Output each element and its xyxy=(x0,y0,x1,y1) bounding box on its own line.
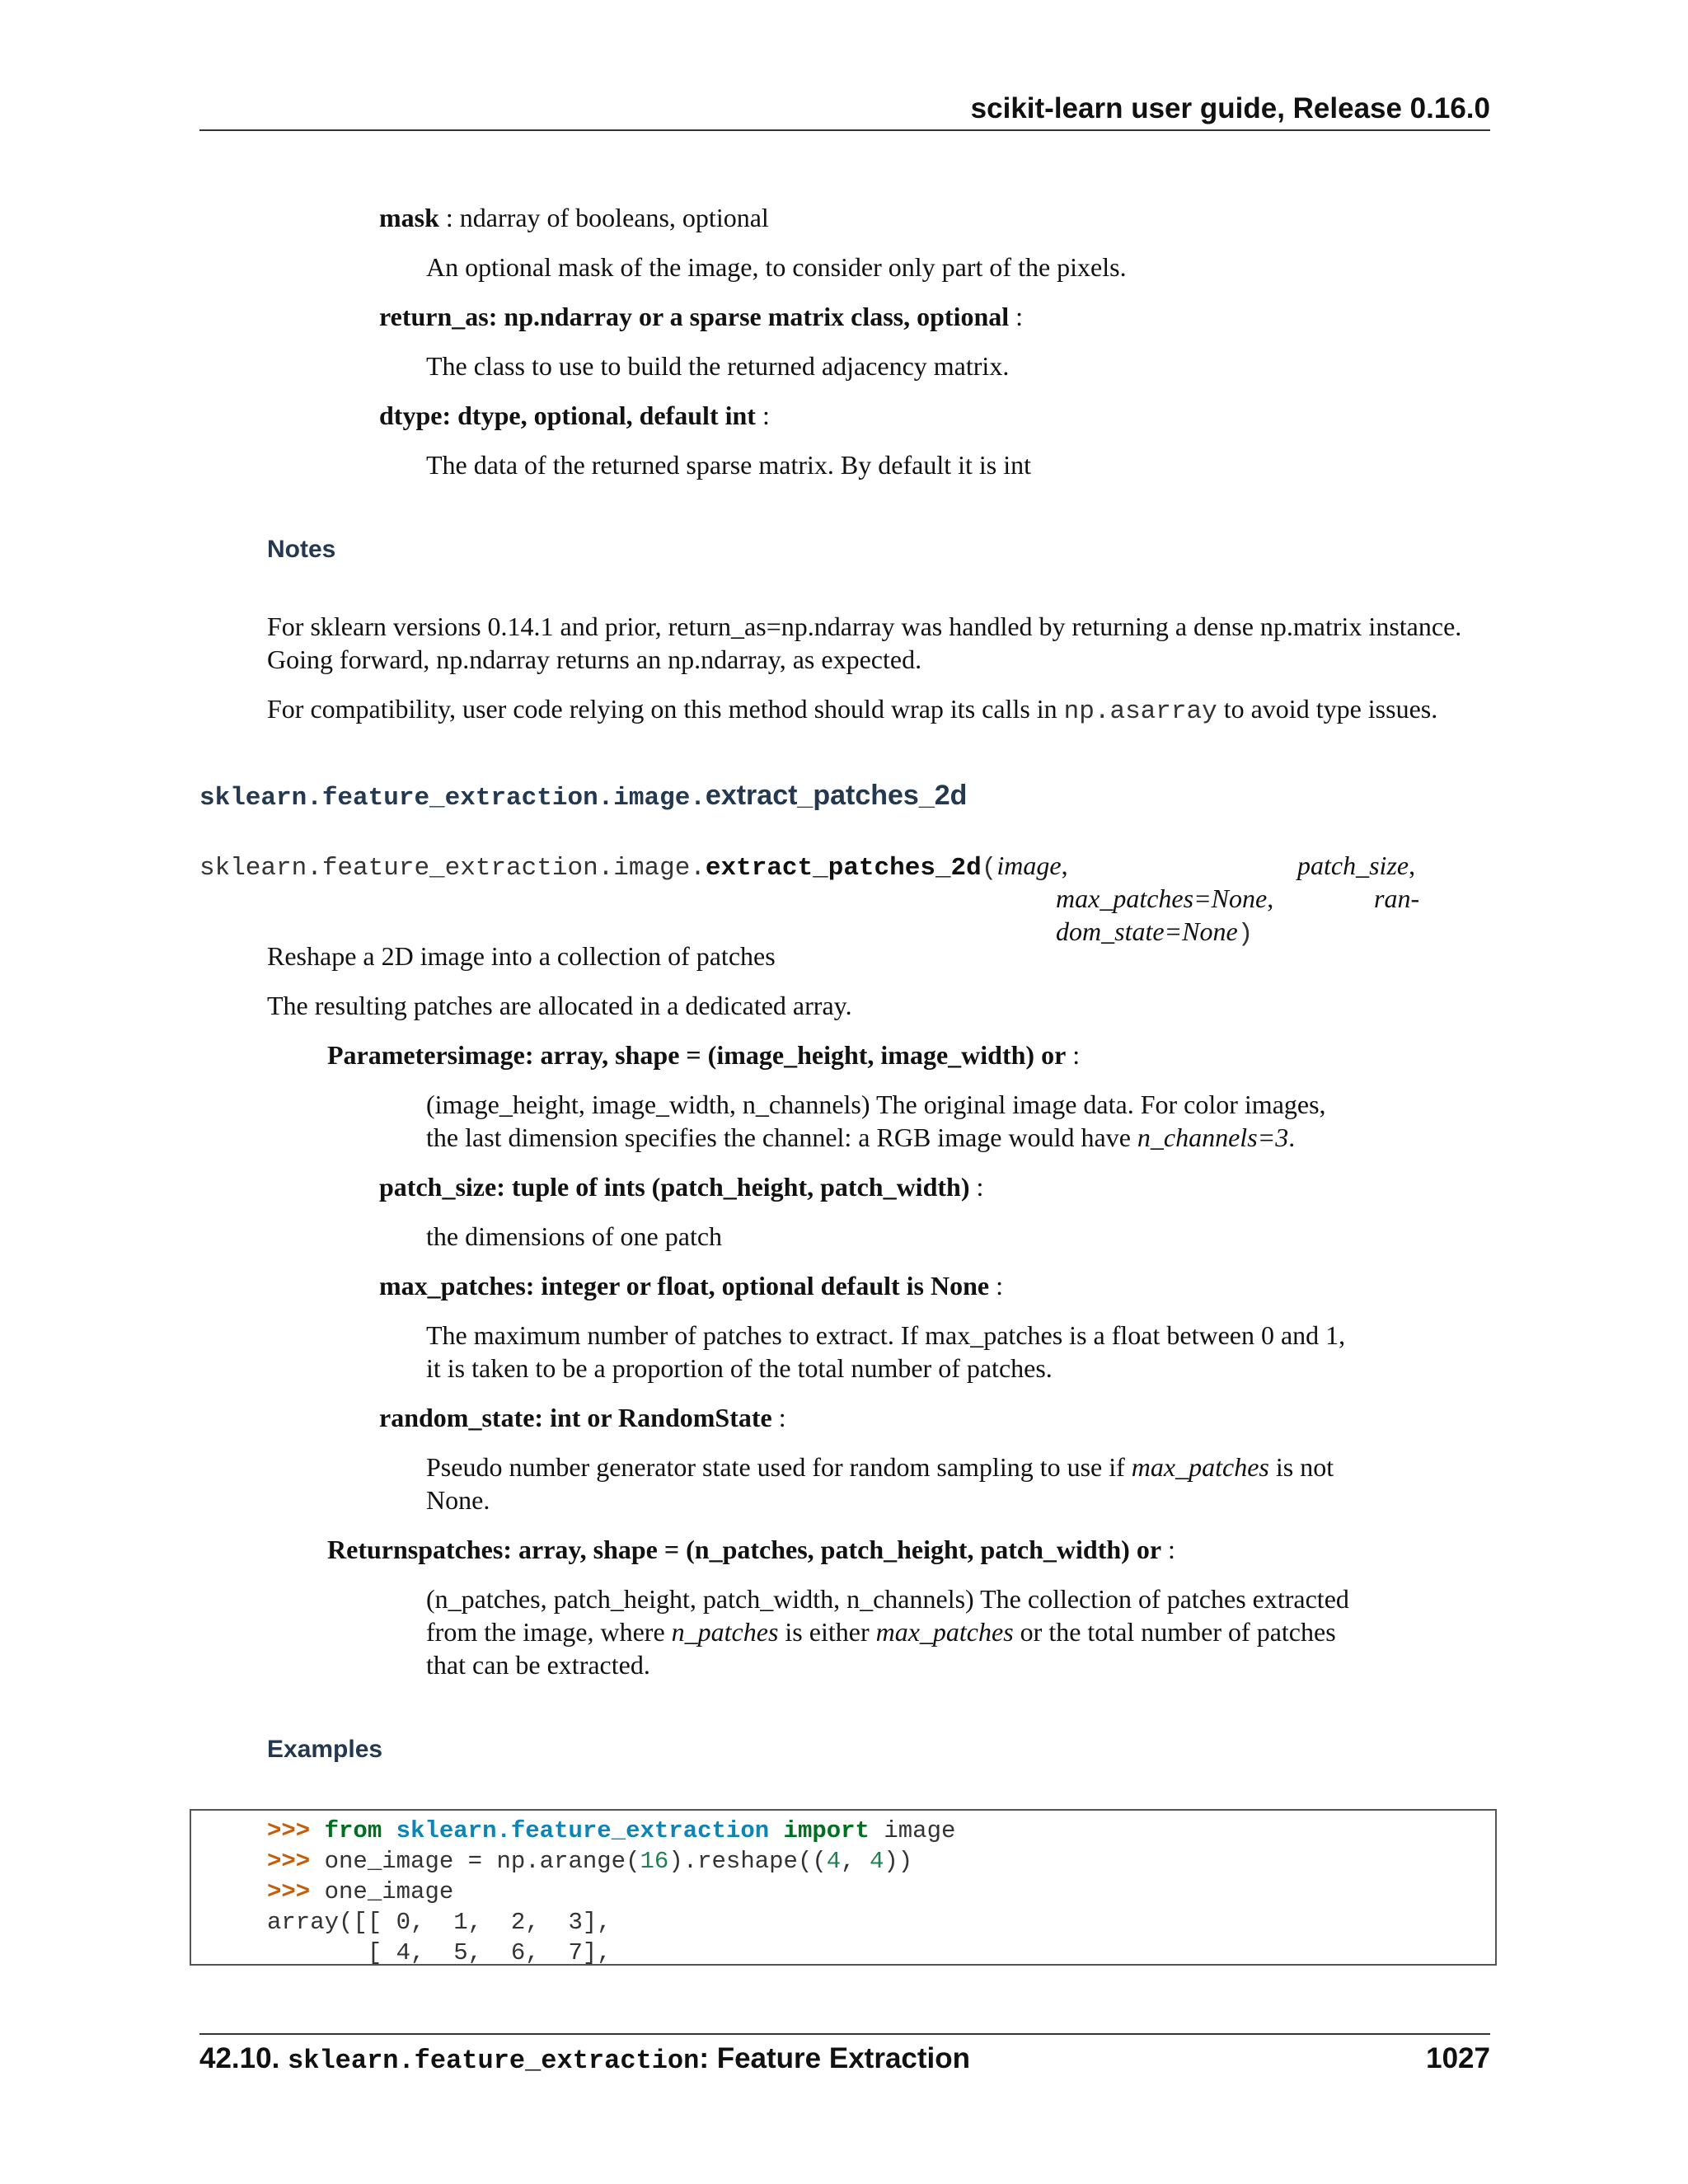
code-line xyxy=(267,1846,912,1877)
code-example-box xyxy=(190,1809,1497,1966)
arg: dom_state=None xyxy=(1056,916,1238,946)
param-sep: : xyxy=(1009,302,1024,331)
code-prompt: >>> xyxy=(267,1878,311,1905)
code-text: one_image xyxy=(324,1878,454,1905)
param-name: return_as: np.ndarray or a sparse matrix class, optional xyxy=(379,302,1010,331)
emphasis: n_channels=3 xyxy=(1137,1122,1289,1152)
param-desc: The class to use to build the returned adjacency matrix. xyxy=(426,351,1010,381)
param-random-state: random_state: int or RandomState : xyxy=(379,1403,786,1432)
emphasis: n_patches xyxy=(671,1617,779,1647)
notes-paragraph xyxy=(267,692,1437,729)
signature-arg-max-patches: max_patches=None, xyxy=(1056,883,1274,913)
emphasis: max_patches xyxy=(875,1617,1014,1647)
signature-arg-random-part2 xyxy=(1056,916,1253,949)
parameters-label: Parameters xyxy=(327,1040,458,1070)
return-desc: that can be extracted. xyxy=(426,1650,650,1680)
code-line xyxy=(267,1877,453,1907)
signature-arg-patch-size: patch_size, xyxy=(1297,851,1416,880)
code-prompt: >>> xyxy=(267,1848,311,1875)
return-desc: (n_patches, patch_height, patch_width, n_channels) The collection of patches extracted xyxy=(426,1584,1349,1614)
param-desc xyxy=(426,1451,1334,1483)
code-module: sklearn.feature_extraction xyxy=(396,1817,770,1844)
text: Pseudo number generator state used for random sampling to use if xyxy=(426,1452,1132,1482)
param-type: ndarray of booleans, optional xyxy=(459,203,769,232)
code-keyword: from xyxy=(324,1817,382,1844)
param-mask xyxy=(379,201,769,234)
code-number: 4 xyxy=(826,1848,842,1875)
param-desc: (image_height, image_width, n_channels) The original image data. For color images, xyxy=(426,1090,1326,1119)
param-sep: : xyxy=(438,203,460,232)
signature-arg-random-part1: ran- xyxy=(1374,883,1420,913)
code-text: one_image = np.arange( xyxy=(324,1848,640,1875)
param-name: mask xyxy=(379,203,439,232)
param-desc: An optional mask of the image, to consider only part of the pixels. xyxy=(426,252,1127,282)
footer-title: : Feature Extraction xyxy=(699,2042,971,2074)
text: to avoid type issues. xyxy=(1217,694,1438,724)
function-description: The resulting patches are allocated in a dedicated array. xyxy=(267,991,852,1020)
signature-module: sklearn.feature_extraction.image. xyxy=(199,854,706,883)
text: from the image, where xyxy=(426,1617,672,1647)
code-line xyxy=(267,1816,955,1846)
param-desc: it is taken to be a proportion of the total number of patches. xyxy=(426,1353,1053,1383)
param-name: image: array, shape = (image_height, image_width) or xyxy=(457,1040,1067,1070)
signature-arg-image: image xyxy=(996,851,1062,880)
function-description: Reshape a 2D image into a collection of patches xyxy=(267,941,776,971)
function-signature: sklearn.feature_extraction.image.extract_patches_2d(image, xyxy=(199,851,1068,883)
footer-rule xyxy=(199,2033,1490,2035)
examples-heading: Examples xyxy=(267,1736,383,1763)
returns-field: Returnspatches: array, shape = (n_patches, patch_height, patch_width) or : xyxy=(327,1535,1175,1564)
return-name: patches: array, shape = (n_patches, patch_height, patch_width) or xyxy=(418,1535,1162,1564)
code-output-line: array([[ 0, 1, 2, 3], xyxy=(267,1909,612,1936)
signature-func: extract_patches_2d xyxy=(705,854,982,883)
section-title xyxy=(199,780,967,813)
signature-paren: ) xyxy=(1237,920,1254,949)
header-rule xyxy=(199,129,1490,131)
param-name: random_state: int or RandomState xyxy=(379,1403,772,1432)
text: the last dimension specifies the channel: a RGB image would have xyxy=(426,1122,1137,1152)
notes-paragraph-line: Going forward, np.ndarray returns an np.ndarray, as expected. xyxy=(267,644,922,674)
text: or the total number of patches xyxy=(1013,1617,1336,1647)
param-desc xyxy=(426,1121,1295,1154)
return-desc xyxy=(426,1615,1336,1648)
code-text: , xyxy=(841,1848,870,1875)
parameters-field: Parametersimage: array, shape = (image_height, image_width) or : xyxy=(327,1040,1081,1070)
param-desc: the dimensions of one patch xyxy=(426,1221,723,1251)
footer-section-number: 42.10. xyxy=(199,2042,288,2074)
arg: max_patches=None xyxy=(1056,883,1268,913)
emphasis: max_patches xyxy=(1131,1452,1269,1482)
text: is not xyxy=(1268,1452,1334,1482)
param-desc: The maximum number of patches to extract. If max_patches is a float between 0 and 1, xyxy=(426,1320,1346,1350)
footer-module: sklearn.feature_extraction xyxy=(288,2046,700,2076)
param-max-patches: max_patches: integer or float, optional default is None : xyxy=(379,1271,1003,1301)
section-title-module: sklearn.feature_extraction.image. xyxy=(199,784,706,813)
notes-paragraph-line: For sklearn versions 0.14.1 and prior, return_as=np.ndarray was handled by returning a dense np.matrix instance. xyxy=(267,612,1462,641)
code-keyword: import xyxy=(783,1817,870,1844)
code-number: 4 xyxy=(869,1848,884,1875)
page-number: 1027 xyxy=(1426,2042,1490,2074)
param-dtype xyxy=(379,399,770,432)
text: . xyxy=(1288,1122,1296,1152)
running-header: scikit-learn user guide, Release 0.16.0 xyxy=(970,92,1490,124)
param-patch-size: patch_size: tuple of ints (patch_height, patch_width) : xyxy=(379,1172,984,1202)
param-name: max_patches: integer or float, optional default is None xyxy=(379,1271,990,1301)
code-text: )) xyxy=(884,1848,913,1875)
param-name: dtype: dtype, optional, default int xyxy=(379,401,756,430)
param-return-as xyxy=(379,300,1023,333)
returns-label: Returns xyxy=(327,1535,419,1564)
section-title-func: extract_patches_2d xyxy=(705,780,968,811)
text: is either xyxy=(778,1617,876,1647)
code-text: image xyxy=(884,1817,956,1844)
footer-section xyxy=(199,2042,970,2076)
code-output-line: [ 4, 5, 6, 7], xyxy=(267,1939,612,1966)
text: For compatibility, user code relying on this method should wrap its calls in xyxy=(267,694,1064,724)
code-text: ).reshape(( xyxy=(668,1848,827,1875)
param-sep: : xyxy=(755,401,770,430)
notes-heading: Notes xyxy=(267,536,336,563)
param-desc: The data of the returned sparse matrix. By default it is int xyxy=(426,450,1031,480)
param-name: patch_size: tuple of ints (patch_height, patch_width) xyxy=(379,1172,970,1202)
code-number: 16 xyxy=(640,1848,669,1875)
inline-code: np.asarray xyxy=(1063,697,1217,726)
signature-paren: ( xyxy=(981,854,997,883)
param-desc: None. xyxy=(426,1485,490,1515)
code-prompt: >>> xyxy=(267,1817,311,1844)
arg: patch_size xyxy=(1297,851,1409,880)
